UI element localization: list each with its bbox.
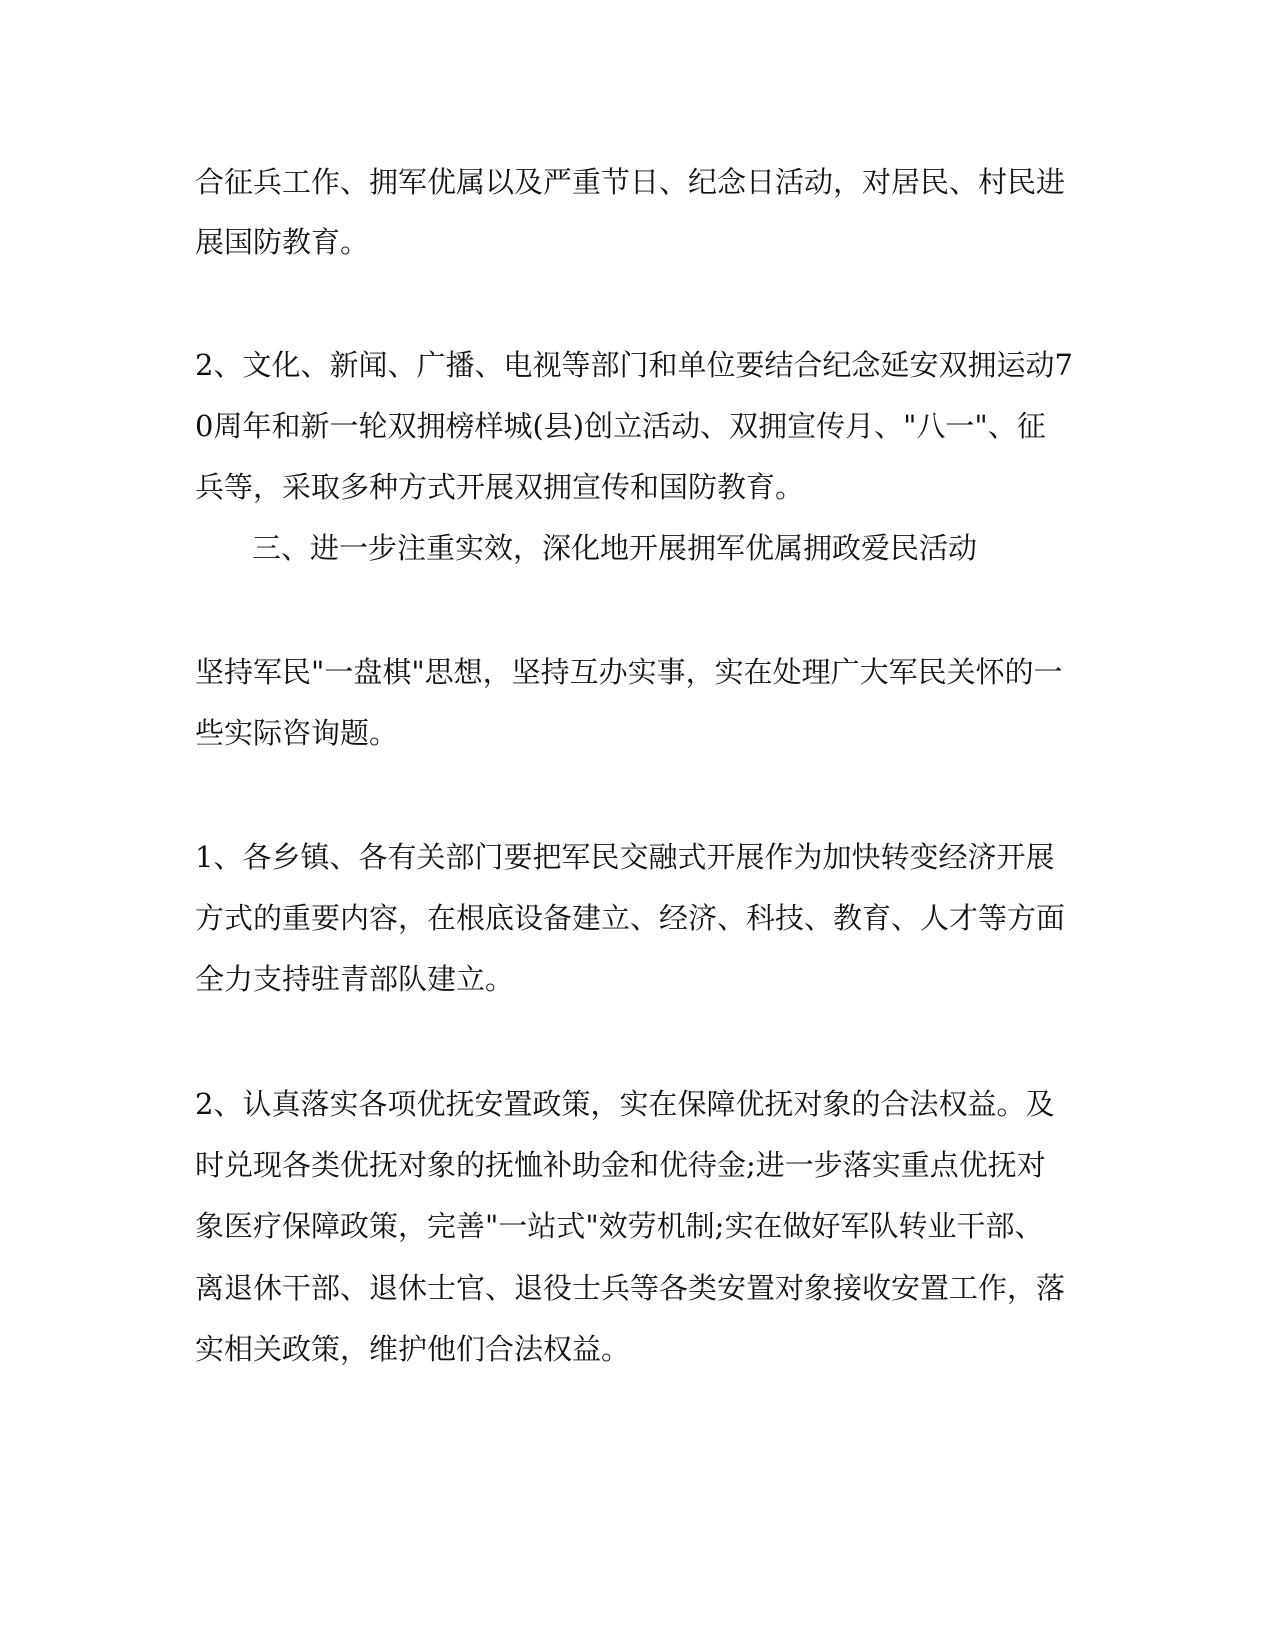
paragraph-5-line-3: 象医疗保障政策，完善"一站式"效劳机制;实在做好军队转业干部、 (195, 1209, 1044, 1243)
paragraph-2-line-3: 兵等，采取多种方式开展双拥宣传和国防教育。 (195, 470, 805, 504)
paragraph-2-line-1: 2、文化、新闻、广播、电视等部门和单位要结合纪念延安双拥运动7 (195, 348, 1073, 382)
paragraph-5-line-2: 时兑现各类优抚对象的抚恤补助金和优待金;进一步落实重点优抚对 (195, 1148, 1046, 1182)
paragraph-1-line-1: 合征兵工作、拥军优属以及严重节日、纪念日活动，对居民、村民进 (195, 165, 1066, 199)
paragraph-2-line-2: 0周年和新一轮双拥榜样城(县)创立活动、双拥宣传月、"八一"、征 (195, 409, 1046, 443)
paragraph-5-line-1: 2、认真落实各项优抚安置政策，实在保障优抚对象的合法权益。及 (195, 1087, 1055, 1121)
paragraph-1-line-2: 展国防教育。 (195, 225, 370, 259)
paragraph-3-line-1: 坚持军民"一盘棋"思想，坚持互办实事，实在处理广大军民关怀的一 (195, 655, 1063, 689)
paragraph-4-line-3: 全力支持驻青部队建立。 (195, 962, 515, 996)
paragraph-5-line-4: 离退休干部、退休士官、退役士兵等各类安置对象接收安置工作，落 (195, 1271, 1066, 1305)
paragraph-4-line-2: 方式的重要内容，在根底设备建立、经济、科技、教育、人才等方面 (195, 901, 1066, 935)
paragraph-4-line-1: 1、各乡镇、各有关部门要把军民交融式开展作为加快转变经济开展 (195, 840, 1055, 874)
section-heading-3: 三、进一步注重实效，深化地开展拥军优属拥政爱民活动 (252, 531, 978, 565)
paragraph-5-line-5: 实相关政策，维护他们合法权益。 (195, 1332, 631, 1366)
paragraph-3-line-2: 些实际咨询题。 (195, 716, 399, 750)
